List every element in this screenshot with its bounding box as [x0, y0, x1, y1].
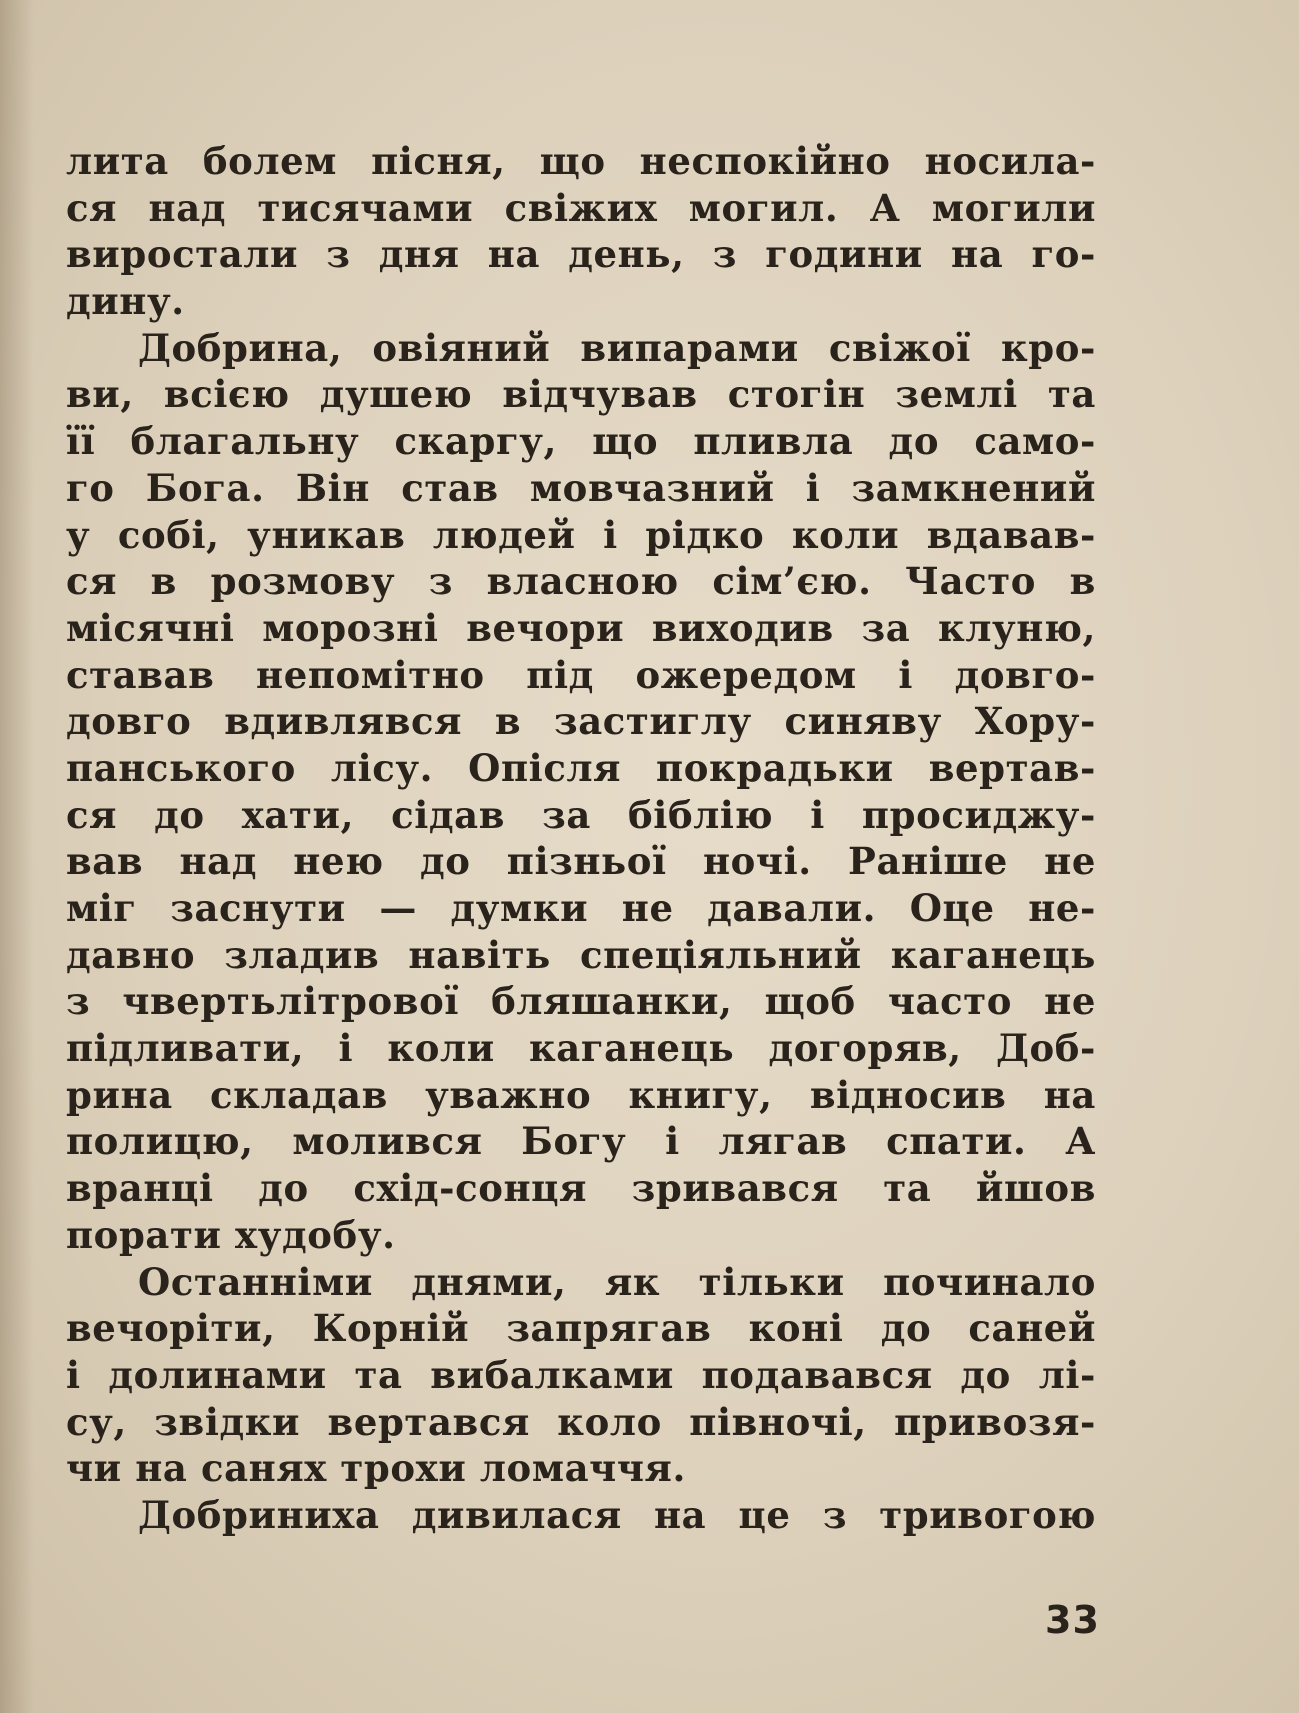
- text-line: панського лісу. Опісля покрадьки вертав-: [66, 745, 1096, 790]
- text-line: вечоріти, Корній запрягав коні до саней: [66, 1306, 1096, 1351]
- text-line: довго вдивлявся в застиглу синяву Хору-: [66, 699, 1096, 744]
- text-line: міг заснути — думки не давали. Оце не-: [66, 886, 1096, 930]
- text-line: місячні морозні вечори виходив за клуню,: [66, 605, 1096, 650]
- text-line: ставав непомітно під ожередом і довго-: [66, 652, 1096, 697]
- text-line: виростали з дня на день, з години на го-: [66, 232, 1096, 277]
- text-line: Останніми днями, як тільки починало: [138, 1259, 1096, 1304]
- text-line: з чвертьлітрової бляшанки, щоб часто не: [66, 979, 1096, 1024]
- text-line: підливати, і коли каганець догоряв, Доб-: [66, 1026, 1096, 1071]
- text-line: су, звідки вертався коло півночі, привозя-: [66, 1399, 1096, 1444]
- text-line: ви, всією душею відчував стогін землі та: [66, 372, 1096, 417]
- body-text: [66, 138, 1096, 1539]
- text-line: дину.: [66, 279, 185, 324]
- page-number: 33: [1045, 1598, 1100, 1642]
- text-line: і долинами та вибалками подавався до лі-: [66, 1352, 1096, 1397]
- text-line: ся до хати, сідав за біблію і просиджу-: [66, 792, 1096, 837]
- text-line: ся над тисячами свіжих могил. А могили: [66, 185, 1096, 230]
- text-line: давно зладив навіть спеціяльний каганець: [66, 932, 1096, 977]
- text-line: лита болем пісня, що неспокійно носила-: [66, 139, 1096, 183]
- text-line: у собі, уникав людей і рідко коли вдавав-: [66, 512, 1096, 557]
- text-line: ся в розмову з власною сім’єю. Часто в: [66, 559, 1096, 604]
- text-line: її благальну скаргу, що пливла до само-: [66, 419, 1096, 464]
- text-line: полицю, молився Богу і лягав спати. А: [66, 1119, 1096, 1164]
- text-line: чи на санях трохи ломаччя.: [66, 1446, 686, 1491]
- text-line: вранці до схід-сонця зривався та йшов: [66, 1166, 1096, 1211]
- text-line: го Бога. Він став мовчазний і замкнений: [66, 465, 1096, 510]
- text-line: рина складав уважно книгу, відносив на: [66, 1072, 1096, 1117]
- text-line: порати худобу.: [66, 1212, 396, 1257]
- text-line: Добриниха дивилася на це з тривогою: [138, 1492, 1096, 1537]
- text-line: Добрина, овіяний випарами свіжої кро-: [138, 325, 1096, 370]
- text-line: вав над нею до пізньої ночі. Раніше не: [66, 839, 1096, 884]
